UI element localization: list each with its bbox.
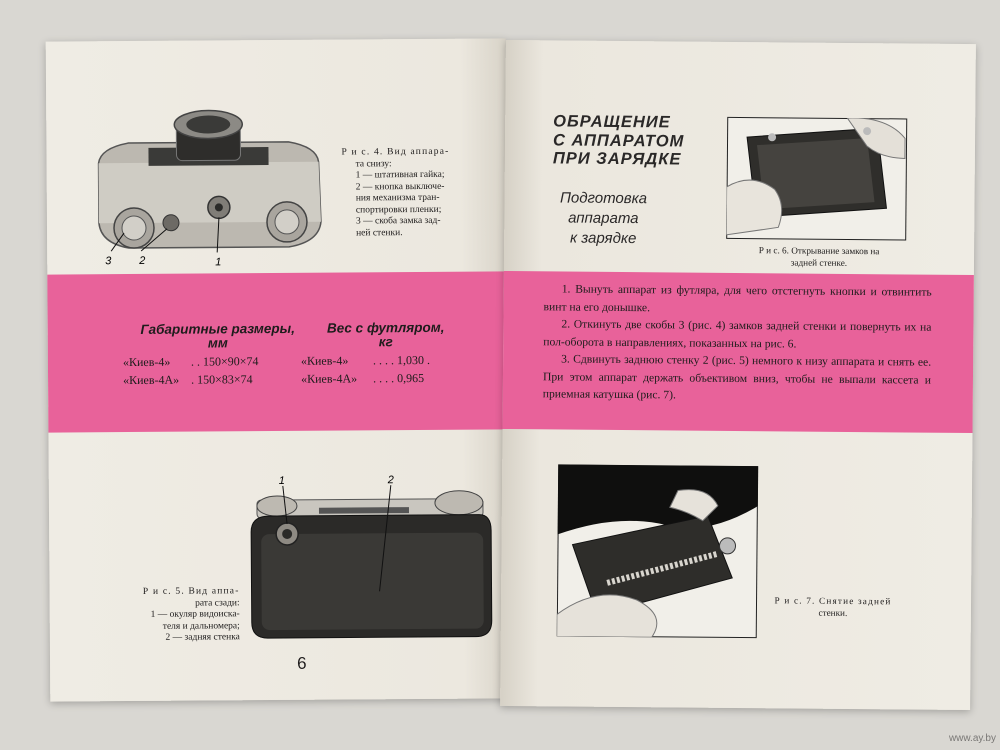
fig6-caption [729, 245, 909, 270]
subsection-heading [556, 188, 651, 249]
fig7-caption-line: стенки. [818, 607, 848, 618]
fig7-removing-back-photo [557, 464, 758, 638]
fig4-caption-line: ней стенки. [356, 227, 403, 238]
fig5-caption-line: теля и дальномера; [162, 620, 240, 632]
fig7-caption [763, 595, 903, 619]
fig4-caption [341, 147, 492, 240]
fig5-caption [110, 586, 240, 644]
fig4-caption-line: 2 — кнопка выключе- [355, 181, 445, 192]
fig5-caption-head: Р и с. 5. Вид аппа- [142, 586, 240, 597]
dims-row [123, 370, 483, 389]
fig4-callout-3: 3 [105, 255, 112, 268]
fig7-caption-line: Р и с. 7. Снятие задней [774, 595, 892, 607]
dims-weight-title [316, 321, 456, 350]
fig4-caption-head: Р и с. 4. Вид аппара- [341, 146, 450, 158]
fig5-caption-line: 2 — задняя стенка [165, 632, 240, 643]
fig4-caption-line: та снизу: [355, 158, 392, 169]
dims-model2: «Киев-4А» [301, 371, 358, 386]
fig6-opening-locks-photo [726, 117, 907, 241]
dims-size-title-line1: Габаритные размеры, [140, 320, 295, 337]
fig5-camera-back-photo [239, 470, 500, 647]
fig6-caption-line: Р и с. 6. Открывание замков на [758, 245, 880, 257]
fig5-callout-1: 1 [278, 474, 285, 487]
subsection-heading-line: аппарата [568, 209, 639, 228]
section-heading-line: ОБРАЩЕНИЕ [553, 112, 671, 132]
instruction-paragraph: 3. Сдвинуть заднюю стенку 2 (рис. 5) немного к низу аппарата и снять ее. При этом аппарат держать объективом вниз, чтобы не выпали кассета и приемная катушка (рис. 7). [542, 352, 932, 402]
fig6-caption-line: задней стенке. [790, 256, 848, 268]
section-heading [553, 112, 685, 169]
fig4-callout-1: 1 [215, 256, 222, 269]
instruction-paragraph: 1. Вынуть аппарат из футляра, для чего отстегнуть кнопки и отвинтить винт на его донышке. [543, 282, 932, 314]
dims-weight: . . . . 1,030 . [372, 352, 430, 368]
dims-row [123, 352, 483, 371]
fig4-callout-2: 2 [139, 254, 146, 267]
dims-model2: «Киев-4» [300, 353, 349, 368]
fig4-caption-line: ния механизма тран- [355, 192, 440, 204]
watermark: www.ay.by [948, 733, 996, 744]
dims-size-title [133, 322, 303, 351]
dims-weight-title-line2: кг [378, 334, 393, 350]
right-page [500, 40, 976, 710]
dims-model: «Киев-4А» [123, 372, 180, 388]
dims-size-title-line2: мм [207, 335, 228, 351]
fig5-caption-line: рата сзади: [195, 597, 240, 609]
fig4-caption-line: спортировки пленки; [355, 204, 442, 215]
instructions [543, 280, 932, 406]
instruction-paragraph: 2. Откинуть две скобы 3 (рис. 4) замков задней стенки и повернуть их на пол-оборота в направлениях, показанных на рис. 6. [543, 317, 932, 351]
page-number: 6 [296, 653, 307, 673]
dims-size: . 150×83×74 [191, 372, 253, 387]
fig4-caption-line: 1 — штативная гайка; [355, 169, 445, 181]
section-heading-line: С АППАРАТОМ [552, 130, 685, 151]
dims-size: . . 150×90×74 [190, 354, 259, 369]
dims-weight-title-line1: Вес с футляром, [326, 319, 445, 336]
left-page [46, 38, 511, 701]
fig4-camera-bottom-photo [88, 102, 329, 269]
section-heading-line: ПРИ ЗАРЯДКЕ [552, 149, 682, 169]
subsection-heading-line: к зарядке [569, 229, 637, 248]
dims-model: «Киев-4» [122, 354, 171, 370]
subsection-heading-line: Подготовка [559, 189, 648, 208]
fig5-caption-line: 1 — окуляр видоиска- [150, 609, 240, 620]
fig4-caption-line: 3 — скоба замка зад- [355, 215, 441, 227]
dims-weight: . . . . 0,965 [373, 370, 425, 386]
fig5-callout-2: 2 [387, 474, 394, 487]
